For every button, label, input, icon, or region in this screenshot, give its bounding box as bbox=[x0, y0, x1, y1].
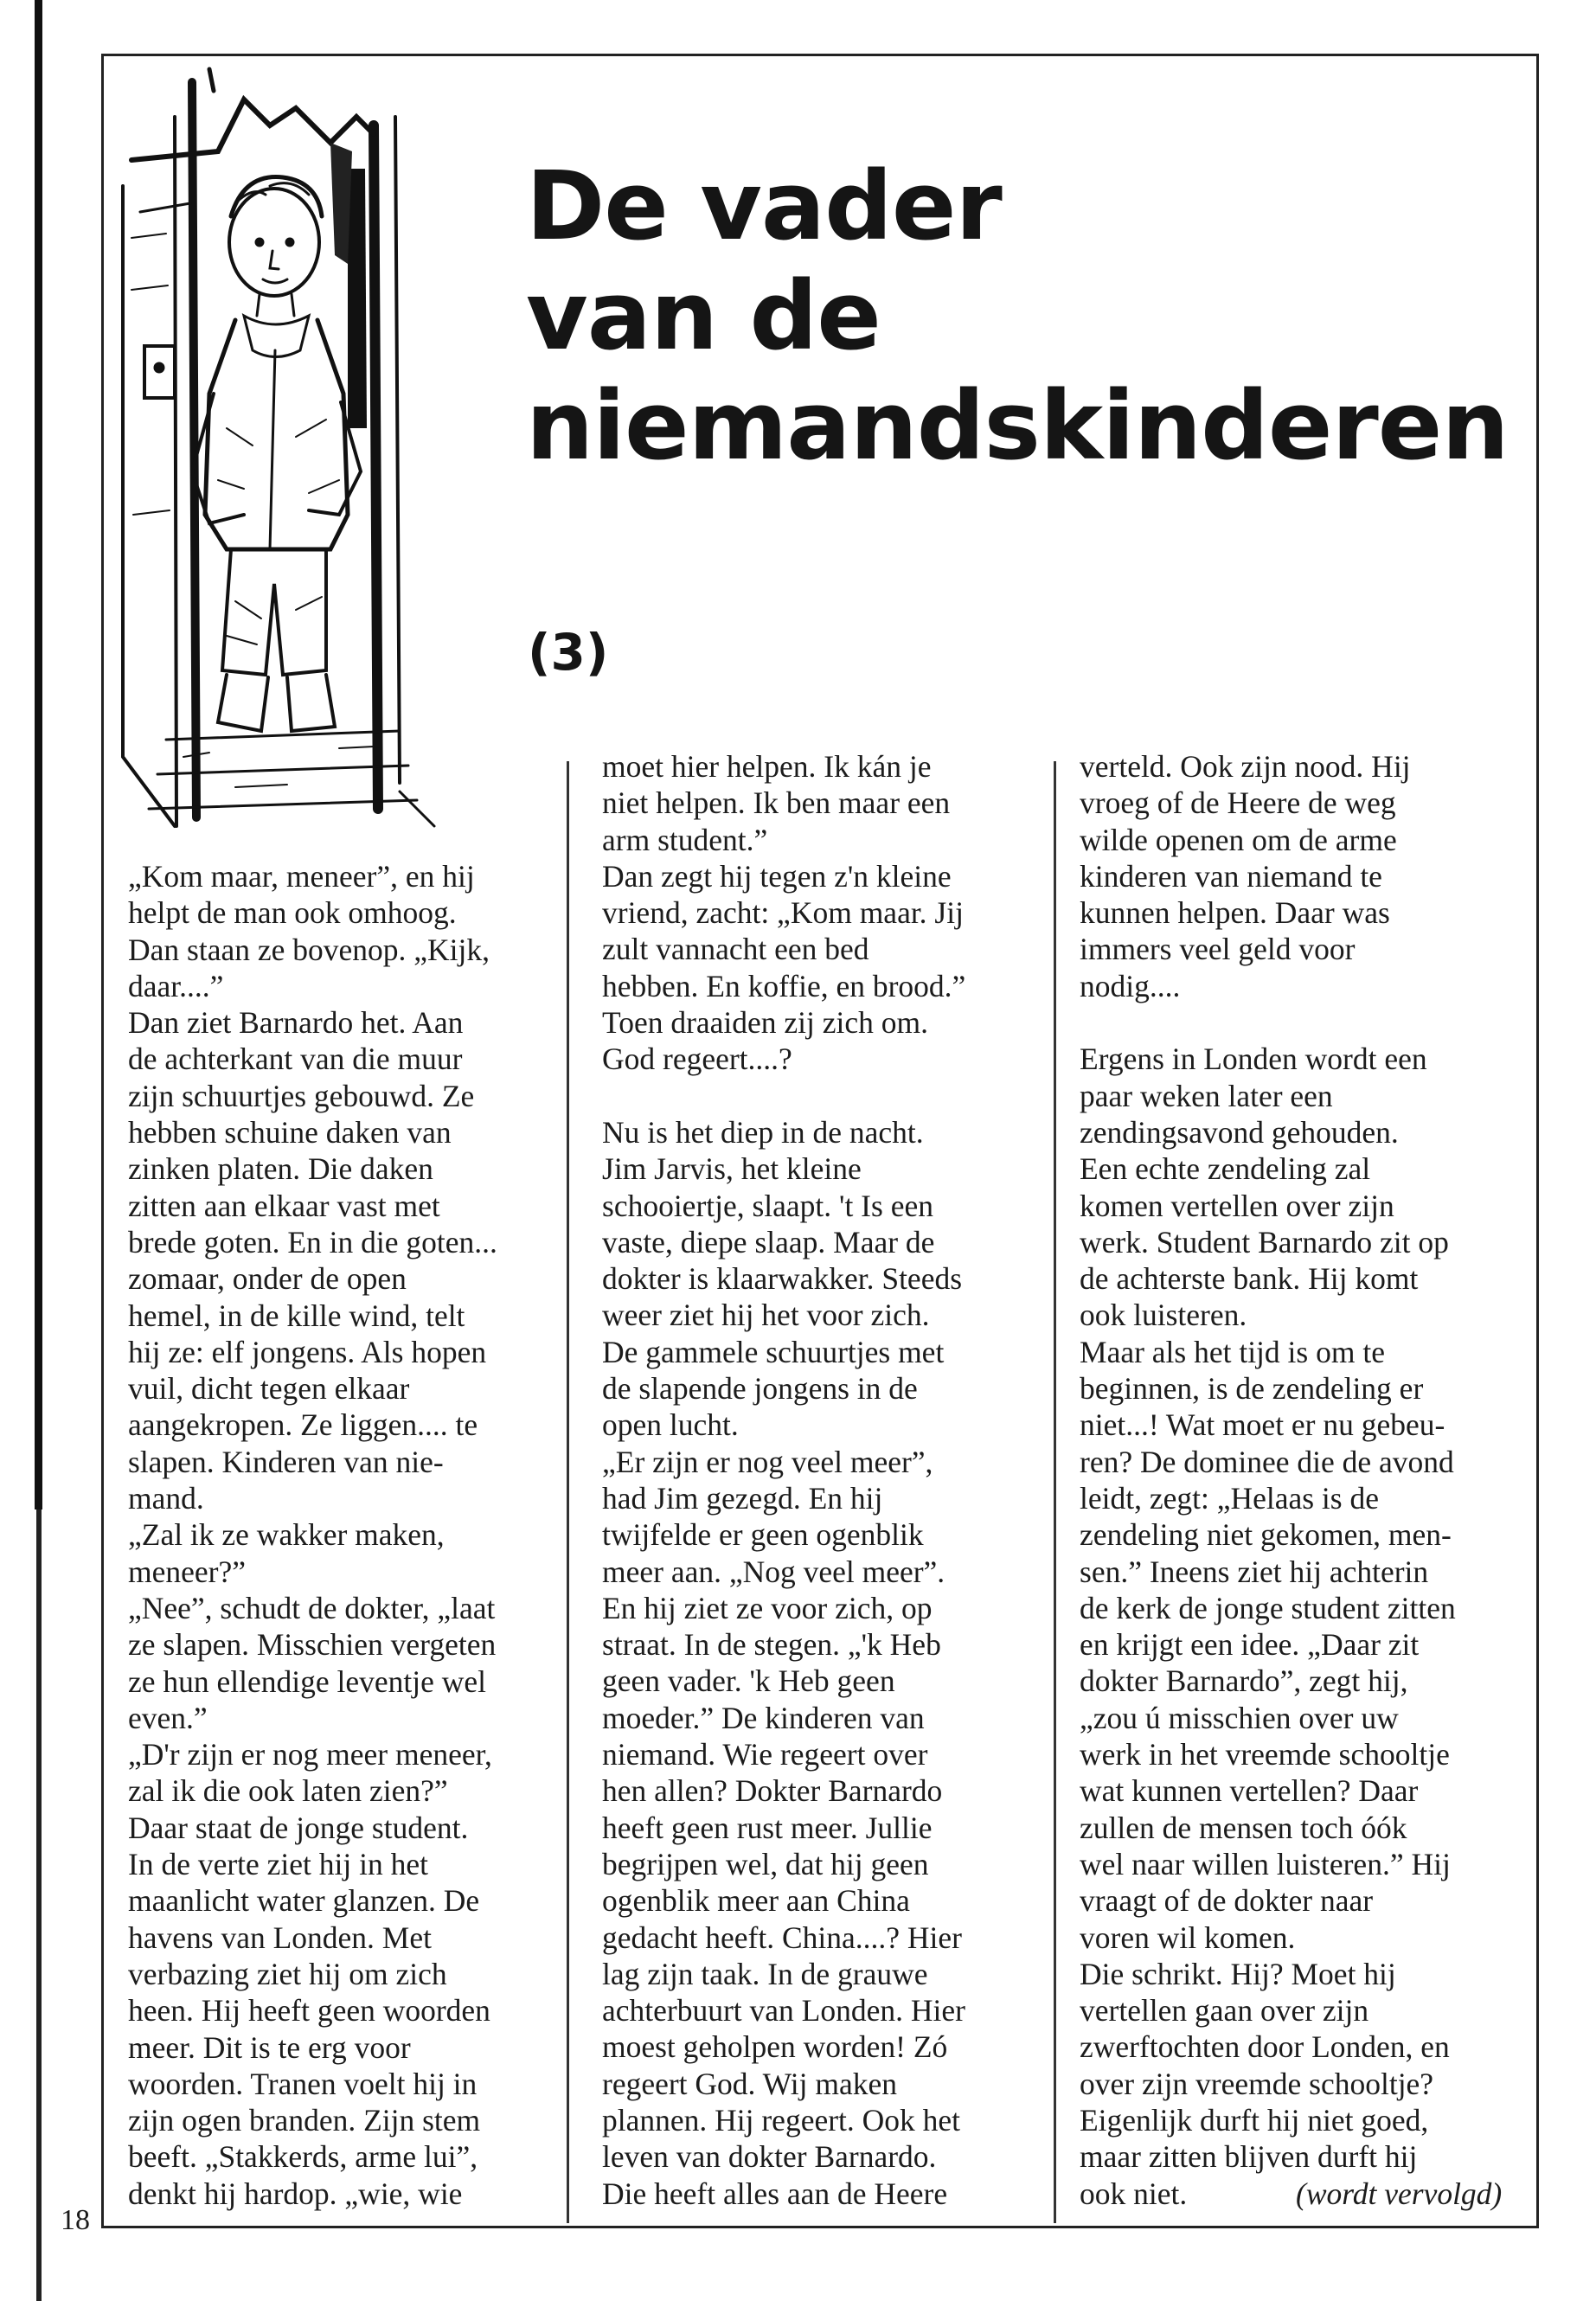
text-line: en krijgt een idee. „Daar zit bbox=[1080, 1627, 1420, 1663]
text-line: zijn schuurtjes gebouwd. Ze bbox=[128, 1078, 475, 1113]
text-line: gedacht heeft. China....? Hier bbox=[602, 1920, 962, 1955]
text-line: God regeert....? bbox=[602, 1042, 792, 1077]
text-line: dokter is klaarwakker. Steeds bbox=[602, 1261, 963, 1297]
text-line: „Kom maar, meneer”, en hij bbox=[128, 859, 475, 894]
text-line: helpt de man ook omhoog. bbox=[128, 895, 457, 931]
text-line: zijn ogen branden. Zijn stem bbox=[128, 2103, 481, 2138]
text-line: heen. Hij heeft geen woorden bbox=[128, 1993, 490, 2029]
text-line: vertellen gaan over zijn bbox=[1080, 1993, 1369, 2029]
title-line-3: niemandskinderen bbox=[526, 370, 1509, 481]
text-line: Jim Jarvis, het kleine bbox=[602, 1151, 862, 1187]
final-line bbox=[1080, 2176, 1503, 2212]
text-line: geen vader. 'k Heb geen bbox=[602, 1663, 895, 1699]
boy-in-doorway-illustration bbox=[114, 65, 452, 835]
text-line: werk. Student Barnardo zit op bbox=[1080, 1224, 1449, 1259]
text-line: vaste, diepe slaap. Maar de bbox=[602, 1224, 935, 1259]
text-line: wilde openen om de arme bbox=[1080, 822, 1397, 857]
text-line: regeert God. Wij maken bbox=[602, 2066, 897, 2101]
text-line: woorden. Tranen voelt hij in bbox=[128, 2066, 478, 2101]
text-line: paar weken later een bbox=[1080, 1078, 1333, 1113]
text-line: schooiertje, slaapt. 't Is een bbox=[602, 1188, 933, 1223]
text-line: zullen de mensen toch óók bbox=[1080, 1810, 1407, 1845]
text-line: vuil, dicht tegen elkaar bbox=[128, 1371, 410, 1407]
text-line: Dan ziet Barnardo het. Aan bbox=[128, 1005, 464, 1041]
text-line: Een echte zendeling zal bbox=[1080, 1151, 1371, 1187]
text-line: beginnen, is de zendeling er bbox=[1080, 1371, 1424, 1407]
text-line: „Er zijn er nog veel meer”, bbox=[602, 1444, 933, 1479]
text-line: hebben. En koffie, en brood.” bbox=[602, 968, 966, 1003]
text-line: leidt, zegt: „Helaas is de bbox=[1080, 1480, 1379, 1516]
text-line: hen allen? Dokter Barnardo bbox=[602, 1773, 943, 1809]
text-column-1 bbox=[128, 858, 497, 2212]
text-line: even.” bbox=[128, 1700, 208, 1735]
text-line: wel naar willen luisteren.” Hij bbox=[1080, 1846, 1451, 1881]
text-line: „D'r zijn er nog meer meneer, bbox=[128, 1737, 492, 1772]
text-line: niet helpen. Ik ben maar een bbox=[602, 785, 951, 821]
text-line: meer aan. „Nog veel meer”. bbox=[602, 1554, 945, 1589]
text-line: niet...! Wat moet er nu gebeu- bbox=[1080, 1407, 1445, 1443]
text-line: zitten aan elkaar vast met bbox=[128, 1188, 440, 1223]
text-line: maanlicht water glanzen. De bbox=[128, 1883, 480, 1919]
text-line: hebben schuine daken van bbox=[128, 1115, 452, 1150]
text-line: beeft. „Stakkerds, arme lui”, bbox=[128, 2139, 478, 2175]
text-line: „Zal ik ze wakker maken, bbox=[128, 1517, 445, 1553]
text-line: Daar staat de jonge student. bbox=[128, 1810, 469, 1845]
paragraph-gap bbox=[602, 1078, 965, 1114]
text-line: begrijpen wel, dat hij geen bbox=[602, 1846, 929, 1881]
part-number: (3) bbox=[528, 623, 609, 682]
text-line: sen.” Ineens ziet hij achterin bbox=[1080, 1554, 1429, 1589]
text-line: Nu is het diep in de nacht. bbox=[602, 1114, 924, 1150]
text-line: zendeling niet gekomen, men- bbox=[1080, 1517, 1452, 1553]
text-column-2 bbox=[602, 748, 965, 2212]
text-line: De gammele schuurtjes met bbox=[602, 1334, 945, 1369]
text-line: En hij ziet ze voor zich, op bbox=[602, 1590, 933, 1625]
text-line: zendingsavond gehouden. bbox=[1080, 1114, 1399, 1150]
text-line: slapen. Kinderen van nie- bbox=[128, 1444, 444, 1479]
scan-edge-lower bbox=[36, 1509, 42, 2301]
text-line: Die schrikt. Hij? Moet hij bbox=[1080, 1956, 1396, 1991]
text-line: achterbuurt van Londen. Hier bbox=[602, 1993, 965, 2029]
text-line: de achterkant van die muur bbox=[128, 1042, 463, 1077]
page-number: 18 bbox=[61, 2204, 90, 2236]
text-line: Eigenlijk durft hij niet goed, bbox=[1080, 2102, 1429, 2138]
text-line: hemel, in de kille wind, telt bbox=[128, 1298, 465, 1333]
text-line: moeder.” De kinderen van bbox=[602, 1700, 925, 1735]
text-line: moet hier helpen. Ik kán je bbox=[602, 749, 932, 784]
text-line: over zijn vreemde schooltje? bbox=[1080, 2066, 1434, 2101]
text-line: ze slapen. Misschien vergeten bbox=[128, 1627, 497, 1663]
text-line: Maar als het tijd is om te bbox=[1080, 1334, 1385, 1369]
text-line: zult vannacht een bed bbox=[602, 932, 869, 967]
text-line: ogenblik meer aan China bbox=[602, 1883, 910, 1919]
text-line: leven van dokter Barnardo. bbox=[602, 2139, 937, 2175]
text-line: komen vertellen over zijn bbox=[1080, 1188, 1394, 1223]
text-line: vriend, zacht: „Kom maar. Jij bbox=[602, 895, 964, 931]
text-line: brede goten. En in die goten... bbox=[128, 1224, 497, 1259]
text-line: lag zijn taak. In de grauwe bbox=[602, 1956, 928, 1991]
text-line: hij ze: elf jongens. Als hopen bbox=[128, 1334, 487, 1369]
text-line: Ergens in Londen wordt een bbox=[1080, 1042, 1427, 1077]
text-line: zwerftochten door Londen, en bbox=[1080, 2029, 1450, 2065]
text-line: verbazing ziet hij om zich bbox=[128, 1956, 447, 1991]
text-line: havens van Londen. Met bbox=[128, 1920, 432, 1955]
text-line: vraagt of de dokter naar bbox=[1080, 1883, 1374, 1919]
column-rule bbox=[1054, 761, 1056, 2223]
text-line: vroeg of de Heere de weg bbox=[1080, 785, 1396, 821]
text-line: nodig.... bbox=[1080, 968, 1181, 1003]
text-line: daar....” bbox=[128, 968, 224, 1003]
text-line: aangekropen. Ze liggen.... te bbox=[128, 1407, 478, 1443]
text-line: maar zitten blijven durft hij bbox=[1080, 2139, 1418, 2175]
text-line: zal ik die ook laten zien?” bbox=[128, 1773, 448, 1809]
text-line: Dan staan ze bovenop. „Kijk, bbox=[128, 932, 490, 967]
text-line: twijfelde er geen ogenblik bbox=[602, 1517, 924, 1553]
text-line: niemand. Wie regeert over bbox=[602, 1737, 928, 1772]
paragraph-gap bbox=[1080, 1004, 1456, 1041]
text-line: meneer?” bbox=[128, 1554, 246, 1589]
text-line: ze hun ellendige leventje wel bbox=[128, 1663, 486, 1699]
text-line: verteld. Ook zijn nood. Hij bbox=[1080, 749, 1411, 784]
text-line: wat kunnen vertellen? Daar bbox=[1080, 1773, 1419, 1809]
text-line: arm student.” bbox=[602, 822, 768, 857]
text-line: dokter Barnardo”, zegt hij, bbox=[1080, 1663, 1408, 1699]
text-line: immers veel geld voor bbox=[1080, 932, 1356, 967]
text-line: Dan zegt hij tegen z'n kleine bbox=[602, 858, 952, 894]
text-line: straat. In de stegen. „'k Heb bbox=[602, 1627, 941, 1663]
text-line: de achterste bank. Hij komt bbox=[1080, 1261, 1419, 1297]
text-line: zomaar, onder de open bbox=[128, 1261, 407, 1297]
text-line: heeft geen rust meer. Jullie bbox=[602, 1810, 933, 1845]
column-rule bbox=[567, 761, 569, 2223]
text-line: mand. bbox=[128, 1481, 204, 1516]
text-line: Die heeft alles aan de Heere bbox=[602, 2176, 948, 2211]
text-line: weer ziet hij het voor zich. bbox=[602, 1298, 930, 1333]
text-line: moest geholpen worden! Zó bbox=[602, 2029, 948, 2065]
text-line: „zou ú misschien over uw bbox=[1080, 1700, 1399, 1735]
text-line: In de verte ziet hij in het bbox=[128, 1847, 428, 1882]
text-line: werk in het vreemde schooltje bbox=[1080, 1737, 1450, 1772]
text-line: de kerk de jonge student zitten bbox=[1080, 1590, 1456, 1625]
text-line: ook luisteren. bbox=[1080, 1298, 1247, 1333]
text-line: denkt hij hardop. „wie, wie bbox=[128, 2176, 463, 2211]
text-line: de slapende jongens in de bbox=[602, 1371, 918, 1407]
text-line: open lucht. bbox=[602, 1407, 739, 1443]
text-line: Toen draaiden zij zich om. bbox=[602, 1005, 929, 1041]
text-line: „Nee”, schudt de dokter, „laat bbox=[128, 1590, 496, 1625]
title-line-2: van de bbox=[526, 260, 881, 371]
text-line: ook niet. bbox=[1080, 2176, 1188, 2211]
article-title bbox=[526, 151, 1529, 481]
text-line: voren wil komen. bbox=[1080, 1920, 1296, 1955]
text-column-3 bbox=[1080, 748, 1503, 2212]
text-line: zinken platen. Die daken bbox=[128, 1151, 433, 1187]
scan-edge bbox=[35, 0, 42, 1509]
text-line: plannen. Hij regeert. Ook het bbox=[602, 2102, 961, 2138]
title-line-1: De vader bbox=[526, 151, 1002, 261]
text-line: ren? De dominee die de avond bbox=[1080, 1444, 1454, 1479]
text-line: meer. Dit is te erg voor bbox=[128, 2029, 411, 2065]
to-be-continued-note: (wordt vervolgd) bbox=[1296, 2176, 1503, 2211]
text-line: had Jim gezegd. En hij bbox=[602, 1480, 883, 1516]
text-line: kunnen helpen. Daar was bbox=[1080, 895, 1390, 931]
text-line: kinderen van niemand te bbox=[1080, 858, 1382, 894]
